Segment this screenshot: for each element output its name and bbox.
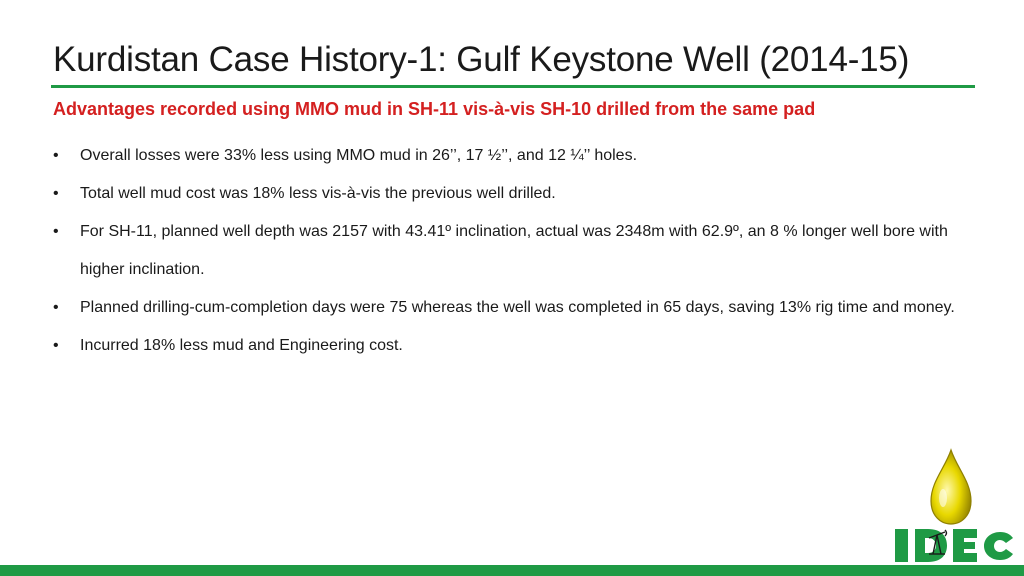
idec-logo bbox=[893, 446, 1015, 566]
bullet-item bbox=[53, 289, 973, 327]
bullet-dot: • bbox=[53, 299, 59, 316]
bullet-item bbox=[53, 213, 973, 289]
bullet-text: Planned drilling-cum-completion days were 75 whereas the well was completed in 65 days, saving 13% rig time and money. bbox=[80, 299, 955, 316]
bullet-list bbox=[53, 137, 973, 365]
bullet-dot: • bbox=[53, 337, 59, 354]
bullet-text: Overall losses were 33% less using MMO mud in 26’’, 17 ½’’, and 12 ¼’’ holes. bbox=[80, 147, 638, 164]
bullet-dot: • bbox=[53, 147, 59, 164]
bullet-text: Total well mud cost was 18% less vis-à-vis the previous well drilled. bbox=[80, 185, 556, 202]
bullet-text: For SH-11, planned well depth was 2157 with 43.41º inclination, actual was 2348m with 62.9º, an 8 % longer well bore with higher inclination. bbox=[80, 223, 948, 278]
bullet-item bbox=[53, 137, 973, 175]
slide-subtitle: Advantages recorded using MMO mud in SH-11 vis-à-vis SH-10 drilled from the same pad bbox=[53, 99, 816, 119]
logo-wordmark bbox=[895, 529, 1013, 562]
bullet-text: Incurred 18% less mud and Engineering cost. bbox=[80, 337, 403, 354]
bullet-dot: • bbox=[53, 185, 59, 202]
bullet-dot: • bbox=[53, 223, 59, 240]
footer-bar bbox=[0, 565, 1024, 576]
title-divider bbox=[51, 85, 975, 88]
slide-title: Kurdistan Case History-1: Gulf Keystone Well (2014-15) bbox=[53, 40, 910, 79]
bullet-item bbox=[53, 175, 973, 213]
bullet-item bbox=[53, 327, 973, 365]
oil-drop-icon bbox=[931, 450, 971, 524]
